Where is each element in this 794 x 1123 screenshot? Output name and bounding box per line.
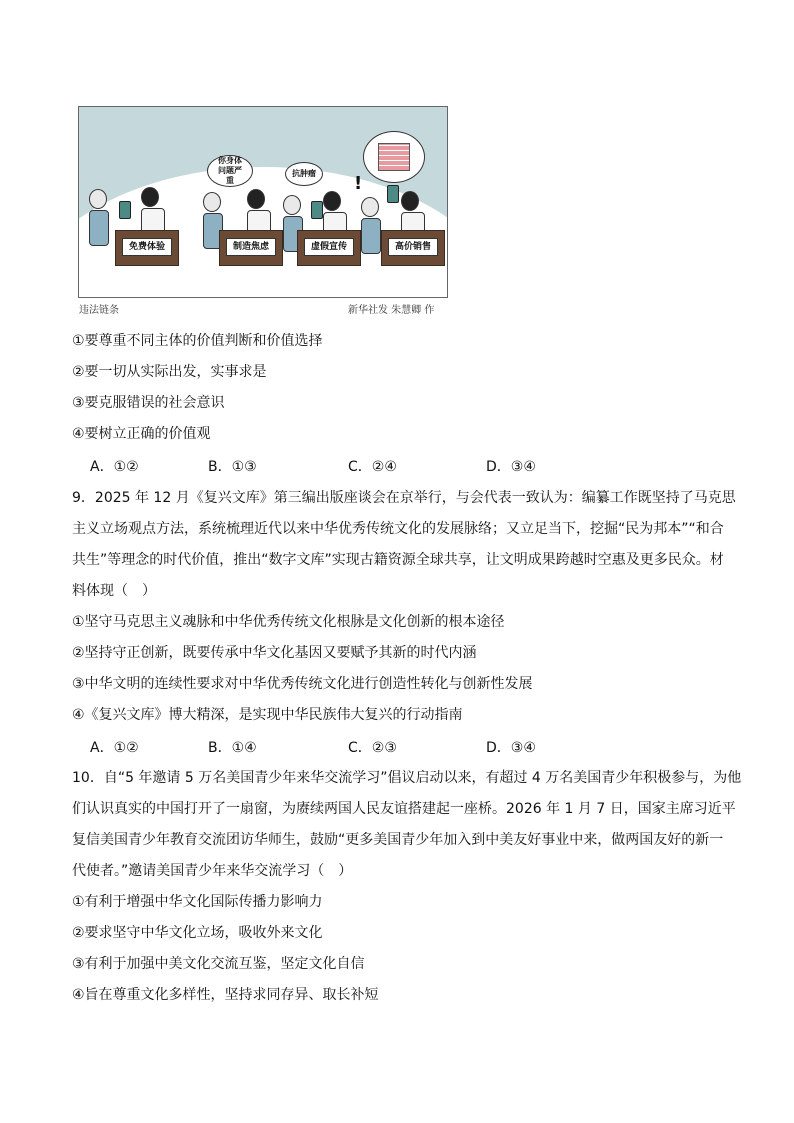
- q8-item-2: ②要一切从实际出发，实事求是: [72, 364, 267, 380]
- q8-option-d[interactable]: D．③④: [486, 459, 536, 475]
- q10-stem-line-2: 们认识真实的中国打开了一扇窗，为赓续两国人民友谊搭建起一座桥。2026 年 1 月 7 日，国家主席习近平: [72, 801, 736, 817]
- q10-item-1: ①有利于增强中华文化国际传播力影响力: [72, 894, 323, 910]
- q8-option-a[interactable]: A．①②: [90, 459, 139, 475]
- q9-item-2: ②坚持守正创新，既要传承中华文化基因又要赋予其新的时代内涵: [72, 645, 477, 661]
- q9-item-3: ③中华文明的连续性要求对中华优秀传统文化进行创造性转化与创新性发展: [72, 676, 533, 692]
- q8-item-3: ③要克服错误的社会意识: [72, 395, 225, 411]
- desk-false-advertising: [297, 230, 361, 266]
- desk-free-trial: [115, 230, 179, 266]
- speech-bubble: 你身体问题严重: [207, 155, 253, 187]
- comic-caption-title: 违法链条: [79, 305, 119, 316]
- q9-stem-line-2: 主义立场观点方法，系统梳理近代以来中华优秀传统文化的发展脉络；又立足当下，挖掘“民为邦本”“和合: [72, 521, 724, 537]
- q9-stem-line-1: 9．2025 年 12 月《复兴文库》第三编出版座谈会在京举行，与会代表一致认为：编纂工作既坚持了马克思: [72, 490, 736, 506]
- q9-stem-line-3: 共生”等理念的时代价值，推出“数字文库”实现古籍资源全球共享，让文明成果跨越时空惠及更多民众。材: [72, 552, 724, 568]
- medicine-bottle-icon: [311, 201, 323, 219]
- thought-bubble: [363, 131, 425, 183]
- desk-create-anxiety: [219, 230, 283, 266]
- old-man-4: [361, 197, 381, 254]
- q8-item-1: ①要尊重不同主体的价值判断和价值选择: [72, 333, 323, 349]
- medicine-bottle-icon: [387, 185, 399, 203]
- q8-option-c[interactable]: C．②④: [348, 459, 397, 475]
- exclamation-mark: !: [354, 173, 363, 194]
- q10-stem-line-4: 代使者。”邀请美国青少年来华交流学习（ ）: [72, 863, 353, 879]
- q9-option-a[interactable]: A．①②: [90, 740, 139, 756]
- old-man-running: [89, 189, 109, 246]
- desk-label: 虚假宣传: [304, 238, 354, 256]
- desk-label: 制造焦虑: [226, 238, 276, 256]
- q9-option-d[interactable]: D．③④: [486, 740, 536, 756]
- q10-stem-line-3: 复信美国青少年教育交流团访华师生，鼓励“更多美国青少年加入到中美友好事业中来，做两国友好的新一: [72, 832, 724, 848]
- medicine-bottle-icon: [119, 201, 131, 219]
- desk-high-price-sale: [381, 230, 445, 266]
- speech-bubble: 抗肿瘤: [285, 162, 323, 186]
- desk-label: 免费体验: [122, 238, 172, 256]
- q9-item-1: ①坚守马克思主义魂脉和中华优秀传统文化根脉是文化创新的根本途径: [72, 614, 505, 630]
- comic-illustration: [78, 106, 448, 298]
- comic-credit: 新华社发 朱慧卿 作: [348, 305, 435, 316]
- q8-item-4: ④要树立正确的价值观: [72, 426, 211, 442]
- q10-item-4: ④旨在尊重文化多样性，坚持求同存异、取长补短: [72, 987, 379, 1003]
- q8-option-b[interactable]: B．①③: [208, 459, 257, 475]
- desk-label: 高价销售: [388, 238, 438, 256]
- q10-stem-line-1: 10．自“5 年邀请 5 万名美国青少年来华交流学习”倡议启动以来，有超过 4 万名美国青少年积极参与，为他: [72, 770, 742, 786]
- q10-item-3: ③有利于加强中美文化交流互鉴，坚定文化自信: [72, 956, 365, 972]
- cash-stack-icon: [378, 143, 410, 171]
- q9-option-b[interactable]: B．①④: [208, 740, 257, 756]
- q10-item-2: ②要求坚守中华文化立场，吸收外来文化: [72, 925, 323, 941]
- q9-item-4: ④《复兴文库》博大精深，是实现中华民族伟大复兴的行动指南: [72, 707, 463, 723]
- q9-stem-line-4: 料体现（ ）: [72, 583, 156, 599]
- q9-option-c[interactable]: C．②③: [348, 740, 397, 756]
